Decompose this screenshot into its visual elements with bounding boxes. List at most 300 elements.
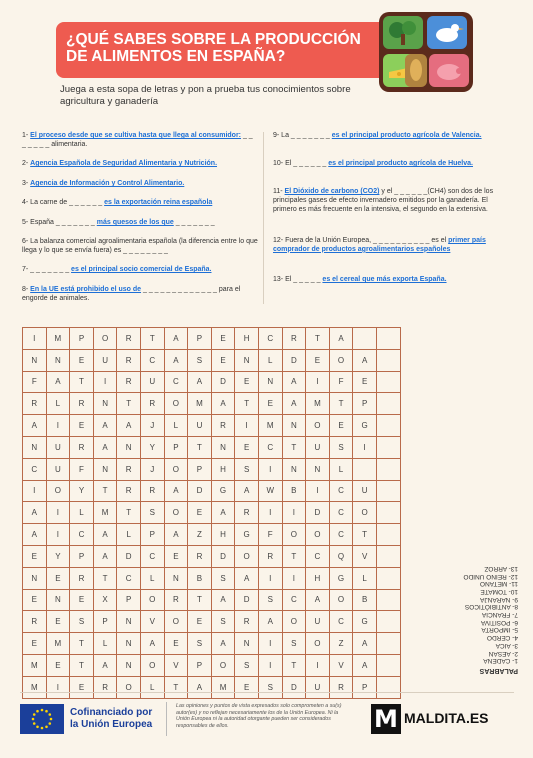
grid-cell: Q	[330, 546, 354, 568]
grid-cell: P	[188, 459, 212, 481]
word-list-item: 6- POSITIVA	[480, 618, 518, 626]
grid-cell: H	[235, 328, 259, 350]
grid-cell: A	[353, 633, 377, 655]
grid-cell: E	[23, 633, 47, 655]
grid-cell: D	[212, 546, 236, 568]
question-item	[273, 237, 513, 255]
grid-cell: N	[283, 459, 307, 481]
grid-cell: T	[330, 393, 354, 415]
question-link[interactable]: es la exportación reina española	[104, 199, 213, 206]
grid-cell: O	[141, 590, 165, 612]
grid-cell: A	[47, 372, 71, 394]
grid-cell: N	[306, 459, 330, 481]
grid-cell	[353, 328, 377, 350]
grid-cell: A	[165, 481, 189, 503]
grid-cell: L	[70, 502, 94, 524]
grid-cell: D	[235, 590, 259, 612]
grid-cell: A	[212, 393, 236, 415]
grid-cell: A	[330, 328, 354, 350]
question-link[interactable]: Agencia Española de Seguridad Alimentaria y Nutrición.	[30, 160, 218, 167]
question-item	[22, 238, 258, 256]
grid-cell: O	[306, 633, 330, 655]
grid-cell: O	[235, 546, 259, 568]
question-link[interactable]: es el cereal que más exporta España.	[322, 276, 447, 283]
word-list-item: 12- REINO UNIDO	[463, 572, 518, 580]
grid-cell: E	[188, 502, 212, 524]
question-text: 5-	[22, 219, 31, 226]
grid-cell: A	[283, 372, 307, 394]
grid-cell: S	[212, 568, 236, 590]
grid-cell: O	[165, 611, 189, 633]
question-link[interactable]: En la UE está prohibido el uso de	[30, 286, 142, 293]
grid-cell: F	[330, 372, 354, 394]
grid-cell: E	[47, 611, 71, 633]
grid-cell: A	[283, 393, 307, 415]
grid-cell: T	[70, 633, 94, 655]
grid-cell: S	[259, 677, 283, 699]
grid-cell: O	[283, 611, 307, 633]
grid-cell: B	[283, 481, 307, 503]
grid-cell: L	[47, 393, 71, 415]
grid-cell: N	[23, 568, 47, 590]
grid-cell: S	[70, 611, 94, 633]
grid-cell: A	[188, 372, 212, 394]
grid-cell: L	[353, 568, 377, 590]
grid-cell: P	[70, 546, 94, 568]
grid-cell: P	[70, 328, 94, 350]
column-divider	[263, 132, 264, 304]
question-item	[273, 276, 513, 285]
grid-cell: T	[283, 655, 307, 677]
question-text: La balanza comercial agroalimentaria española (la diferencia entre lo que llega y lo que se envía fuera) es _ _ _ _ _ _ _ _	[22, 238, 258, 254]
question-item	[22, 219, 258, 228]
grid-cell: I	[94, 372, 118, 394]
eu-line-2: la Unión Europea	[70, 719, 153, 730]
grid-cell: V	[165, 655, 189, 677]
question-text: _ _ _ _ _ _ _	[30, 266, 72, 273]
grid-cell: A	[165, 524, 189, 546]
grid-cell: T	[353, 524, 377, 546]
grid-cell: M	[188, 393, 212, 415]
grid-cell: N	[94, 393, 118, 415]
word-search-grid	[22, 327, 401, 699]
grid-cell: E	[47, 655, 71, 677]
grid-cell: S	[212, 611, 236, 633]
grid-cell: H	[212, 459, 236, 481]
grid-cell	[377, 590, 401, 612]
word-list-item: 11- METANO	[479, 580, 518, 588]
question-link[interactable]: primer país comprador de productos agroalimentarios españoles	[273, 237, 486, 253]
question-text: _ _ _ _ _ _ _ alimentaria.	[22, 132, 253, 148]
question-link[interactable]: El Dióxido de carbono (CO2)	[284, 188, 380, 195]
grid-cell: R	[141, 481, 165, 503]
grid-cell	[377, 524, 401, 546]
grid-cell: A	[23, 524, 47, 546]
grid-cell: R	[94, 677, 118, 699]
grid-cell: R	[117, 481, 141, 503]
grid-cell: R	[117, 350, 141, 372]
grid-cell	[377, 633, 401, 655]
grid-cell: R	[212, 415, 236, 437]
grid-cell: P	[117, 590, 141, 612]
grid-cell: S	[141, 502, 165, 524]
grid-cell: O	[165, 393, 189, 415]
grid-cell: F	[259, 524, 283, 546]
question-text: El _ _ _ _ _ _	[285, 160, 329, 167]
grid-cell	[377, 546, 401, 568]
question-link[interactable]: es el principal producto agrícola de Valencia.	[331, 132, 482, 139]
word-list-upside-down	[408, 534, 518, 674]
grid-cell: N	[235, 633, 259, 655]
grid-cell: R	[188, 546, 212, 568]
grid-cell: R	[235, 611, 259, 633]
grid-cell: I	[47, 677, 71, 699]
grid-cell: A	[141, 633, 165, 655]
grid-cell: S	[188, 633, 212, 655]
bird-icon	[427, 16, 467, 49]
grid-cell: I	[47, 415, 71, 437]
question-text: y el _ _ _ _ _ _(CH4) son dos de los principales gases de efecto invernadero emitidos por la ganadería. El primero es más frecuente en la intensiva, el segundo en la extensiva.	[273, 188, 494, 213]
grid-cell: B	[353, 590, 377, 612]
grid-cell: C	[283, 590, 307, 612]
grid-cell: C	[117, 568, 141, 590]
grid-cell: Z	[188, 524, 212, 546]
grid-cell: E	[47, 568, 71, 590]
grid-cell: M	[212, 677, 236, 699]
grid-cell: O	[165, 459, 189, 481]
word-list-item: 4- CERDO	[486, 634, 518, 642]
grid-cell: T	[283, 437, 307, 459]
grid-cell: V	[330, 655, 354, 677]
question-text: 12-	[273, 237, 286, 244]
grid-cell: D	[117, 546, 141, 568]
grid-cell: D	[188, 481, 212, 503]
maldita-brand-name: MALDITA.ES	[404, 710, 489, 726]
question-item	[273, 132, 513, 141]
grid-cell: A	[306, 590, 330, 612]
grid-cell: H	[212, 524, 236, 546]
grid-cell: T	[283, 546, 307, 568]
question-text: 13-	[273, 276, 286, 283]
grid-cell: A	[165, 350, 189, 372]
grid-cell: A	[165, 328, 189, 350]
question-text: 11-	[273, 188, 285, 195]
question-link[interactable]: Agencia de Información y Control Alimentario.	[30, 180, 185, 187]
grid-cell: E	[235, 437, 259, 459]
grid-cell: E	[353, 372, 377, 394]
food-illustration-logo	[379, 12, 473, 92]
grid-cell: I	[23, 481, 47, 503]
grid-cell: G	[353, 611, 377, 633]
grid-cell: A	[353, 350, 377, 372]
grid-cell: F	[70, 459, 94, 481]
grid-cell: C	[330, 481, 354, 503]
grid-cell: A	[259, 611, 283, 633]
grid-cell: R	[283, 328, 307, 350]
grid-cell: E	[70, 415, 94, 437]
grid-cell: N	[117, 633, 141, 655]
grid-cell: R	[70, 568, 94, 590]
grid-cell: C	[23, 459, 47, 481]
maldita-logo-icon: M	[371, 704, 401, 734]
grid-cell: M	[259, 415, 283, 437]
word-list-item: 10- TOMATE	[480, 587, 518, 595]
grid-cell: U	[47, 437, 71, 459]
grid-cell: G	[235, 524, 259, 546]
tree-icon	[383, 16, 423, 49]
grid-cell: T	[117, 393, 141, 415]
grid-cell: T	[165, 677, 189, 699]
eu-line-1: Cofinanciado por	[70, 707, 153, 718]
grid-cell: C	[330, 524, 354, 546]
grid-cell: R	[23, 393, 47, 415]
grid-cell: R	[330, 677, 354, 699]
title-banner	[56, 22, 396, 78]
grid-cell	[377, 611, 401, 633]
question-item	[22, 199, 258, 208]
grid-cell: S	[259, 590, 283, 612]
grid-cell: Y	[141, 437, 165, 459]
grid-cell: A	[23, 415, 47, 437]
grid-cell: S	[283, 633, 307, 655]
grid-cell: S	[330, 437, 354, 459]
grid-cell: E	[212, 350, 236, 372]
grid-cell: N	[117, 437, 141, 459]
grid-cell	[377, 655, 401, 677]
grid-cell: R	[117, 328, 141, 350]
grid-cell: E	[70, 590, 94, 612]
grid-cell: I	[283, 568, 307, 590]
grid-cell: D	[212, 372, 236, 394]
grain-icon	[405, 54, 427, 87]
grid-cell: P	[165, 437, 189, 459]
question-item	[22, 132, 258, 150]
grid-cell: O	[117, 677, 141, 699]
grid-cell	[353, 459, 377, 481]
grid-cell: C	[70, 524, 94, 546]
grid-cell: I	[47, 524, 71, 546]
grid-cell: B	[188, 568, 212, 590]
question-item	[22, 180, 258, 189]
grid-cell: S	[188, 350, 212, 372]
grid-cell: T	[306, 328, 330, 350]
grid-cell: O	[330, 590, 354, 612]
grid-cell: E	[259, 393, 283, 415]
question-text: 6-	[22, 238, 31, 245]
question-item	[273, 160, 513, 169]
grid-cell: M	[306, 393, 330, 415]
question-text: _ _ _ _ _ _ _	[173, 219, 215, 226]
grid-cell: N	[47, 590, 71, 612]
grid-cell: J	[141, 459, 165, 481]
footer-separator	[166, 702, 167, 736]
grid-cell: A	[94, 546, 118, 568]
question-text: 9-	[273, 132, 282, 139]
grid-cell: E	[70, 350, 94, 372]
grid-cell: S	[235, 459, 259, 481]
grid-cell: P	[353, 677, 377, 699]
word-list-item: 5- IMPORTA	[481, 626, 518, 634]
grid-cell: A	[235, 568, 259, 590]
grid-cell: A	[94, 655, 118, 677]
word-list-item: 8- ANTIBIÓTICOS	[464, 603, 518, 611]
grid-cell: E	[306, 350, 330, 372]
grid-cell: M	[23, 655, 47, 677]
grid-cell: R	[23, 611, 47, 633]
grid-cell	[377, 568, 401, 590]
grid-cell	[377, 328, 401, 350]
question-item	[22, 160, 258, 169]
grid-cell: Z	[330, 633, 354, 655]
grid-cell: L	[141, 568, 165, 590]
grid-cell: O	[306, 415, 330, 437]
grid-cell: U	[353, 481, 377, 503]
grid-cell: I	[47, 502, 71, 524]
grid-cell: I	[353, 437, 377, 459]
grid-cell: I	[306, 372, 330, 394]
grid-cell: D	[283, 350, 307, 372]
grid-cell: G	[353, 415, 377, 437]
grid-cell: N	[235, 350, 259, 372]
grid-cell: R	[235, 502, 259, 524]
grid-cell: L	[94, 633, 118, 655]
question-item	[22, 266, 258, 275]
grid-cell: P	[188, 328, 212, 350]
question-text: 4-	[22, 199, 31, 206]
grid-cell: A	[94, 415, 118, 437]
grid-cell: O	[330, 350, 354, 372]
question-link[interactable]: más quesos de los que	[96, 219, 174, 226]
word-list-item: 13- ARROZ	[484, 564, 518, 572]
grid-cell: A	[94, 524, 118, 546]
grid-cell: I	[283, 502, 307, 524]
grid-cell: N	[259, 372, 283, 394]
question-text: 7-	[22, 266, 31, 273]
grid-cell: N	[23, 350, 47, 372]
grid-cell: E	[165, 546, 189, 568]
question-link[interactable]: es el principal socio comercial de España.	[71, 266, 212, 273]
grid-cell: R	[141, 393, 165, 415]
grid-cell: C	[306, 546, 330, 568]
grid-cell: Y	[47, 546, 71, 568]
grid-cell: D	[283, 677, 307, 699]
grid-cell: A	[94, 437, 118, 459]
grid-cell: T	[188, 590, 212, 612]
grid-cell: R	[117, 459, 141, 481]
grid-cell: O	[141, 655, 165, 677]
grid-cell: A	[212, 633, 236, 655]
question-link[interactable]: El proceso desde que se cultiva hasta que llega al consumidor:	[30, 132, 242, 139]
grid-cell: M	[47, 633, 71, 655]
question-text: El _ _ _ _ _	[285, 276, 323, 283]
grid-cell: E	[188, 611, 212, 633]
subtitle: Juega a esta sopa de letras y pon a prueba tus conocimientos sobre agricultura y ganadería	[60, 84, 351, 107]
grid-cell: U	[141, 372, 165, 394]
question-item	[273, 188, 513, 214]
question-text: 2-	[22, 160, 31, 167]
grid-cell: J	[141, 415, 165, 437]
grid-cell: T	[117, 502, 141, 524]
grid-cell: F	[23, 372, 47, 394]
grid-cell: D	[306, 502, 330, 524]
grid-cell: U	[306, 611, 330, 633]
grid-cell: P	[94, 611, 118, 633]
grid-cell: T	[141, 328, 165, 350]
title-line-2: DE ALIMENTOS EN ESPAÑA?	[66, 48, 286, 65]
grid-cell: R	[165, 590, 189, 612]
grid-cell: R	[259, 546, 283, 568]
grid-cell	[377, 481, 401, 503]
grid-cell: N	[283, 415, 307, 437]
question-text: 10-	[273, 160, 286, 167]
grid-cell: T	[188, 437, 212, 459]
grid-cell: Y	[70, 481, 94, 503]
eu-flag-icon	[20, 704, 64, 734]
grid-cell: O	[353, 502, 377, 524]
grid-cell: L	[259, 350, 283, 372]
grid-cell: G	[330, 568, 354, 590]
grid-cell: I	[306, 655, 330, 677]
grid-cell: L	[141, 677, 165, 699]
word-list-item: 1- CADENA	[483, 657, 518, 665]
grid-cell: U	[306, 437, 330, 459]
grid-cell: O	[94, 328, 118, 350]
question-item	[22, 286, 258, 304]
question-text: España _ _ _ _ _ _ _	[30, 219, 97, 226]
grid-cell: T	[70, 655, 94, 677]
grid-cell	[377, 677, 401, 699]
grid-cell	[377, 350, 401, 372]
grid-cell: E	[212, 328, 236, 350]
grid-cell: E	[70, 677, 94, 699]
grid-cell: I	[259, 655, 283, 677]
grid-cell: A	[235, 481, 259, 503]
grid-cell: U	[94, 350, 118, 372]
grid-cell: A	[212, 502, 236, 524]
eu-cofinanced-label	[70, 707, 152, 731]
grid-cell: N	[117, 611, 141, 633]
grid-cell: A	[212, 590, 236, 612]
word-list-item: 9- NARANJA	[480, 595, 518, 603]
grid-cell	[377, 393, 401, 415]
grid-cell	[377, 372, 401, 394]
grid-cell: E	[235, 677, 259, 699]
grid-cell: N	[117, 655, 141, 677]
grid-cell: C	[259, 328, 283, 350]
grid-cell: O	[306, 524, 330, 546]
grid-cell: H	[306, 568, 330, 590]
grid-cell: U	[188, 415, 212, 437]
grid-cell	[377, 415, 401, 437]
question-link[interactable]: es el principal producto agrícola de Huelva.	[328, 160, 473, 167]
grid-cell: C	[141, 546, 165, 568]
grid-cell: I	[259, 568, 283, 590]
question-text: La _ _ _ _ _ _ _	[281, 132, 332, 139]
question-text: 3-	[22, 180, 31, 187]
grid-cell: C	[259, 437, 283, 459]
grid-cell: O	[47, 481, 71, 503]
grid-cell: N	[212, 437, 236, 459]
word-list-item: 3- AICA	[495, 641, 518, 649]
grid-cell: T	[94, 481, 118, 503]
grid-cell: P	[353, 393, 377, 415]
grid-cell: P	[188, 655, 212, 677]
title-line-1: ¿QUÉ SABES SOBRE LA PRODUCCIÓN	[66, 31, 361, 48]
grid-cell: N	[47, 350, 71, 372]
grid-cell: C	[141, 350, 165, 372]
word-list-title: PALABRAS	[479, 667, 518, 674]
grid-cell: A	[23, 502, 47, 524]
